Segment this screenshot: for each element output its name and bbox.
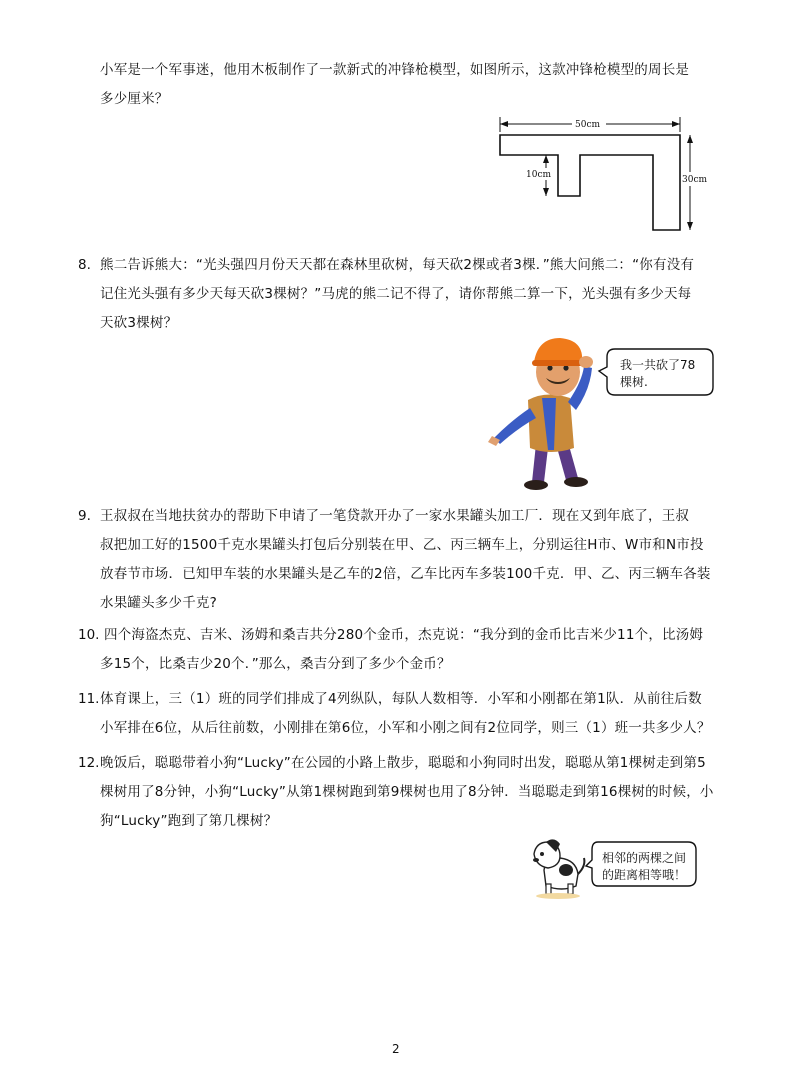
- q10-line-1: 四个海盗杰克、吉米、汤姆和桑吉共分280个金币，杰克说：“我分到的金币比吉米少11个，比汤姆: [104, 627, 704, 643]
- width-label: 50cm: [575, 120, 601, 130]
- q11-line-1: 体育课上，三（1）班的同学们排成了4列纵队，每队人数相等．小军和小刚都在第1队．从前往后数: [100, 691, 702, 707]
- q9-line-4: 水果罐头多少千克?: [100, 595, 217, 611]
- intro-line-1: 小军是一个军事迷，他用木板制作了一款新式的冲锋枪模型，如图所示，这款冲锋枪模型的周长是: [100, 62, 690, 78]
- gun-model-figure: [490, 108, 720, 233]
- logger-speech-bubble: [597, 347, 715, 399]
- logger-bubble-line-2: 棵树.: [620, 375, 648, 389]
- q9-line-2: 叔把加工好的1500千克水果罐头打包后分别装在甲、乙、丙三辆车上，分别运往H市、W市和N市投: [100, 537, 704, 553]
- q12-line-2: 棵树用了8分钟，小狗“Lucky”从第1棵树跑到第9棵树也用了8分钟．当聪聪走到第16棵树的时候，小: [100, 784, 714, 800]
- small-height-label: 10cm: [526, 170, 552, 180]
- dog-bubble-line-2: 的距离相等哦！: [602, 868, 687, 882]
- q8-line-1: 熊二告诉熊大：“光头强四月份天天都在森林里砍树，每天砍2棵或者3棵．”熊大问熊二：“你有没有: [100, 257, 695, 273]
- q8-line-2: 记住光头强有多少天每天砍3棵树？”马虎的熊二记不得了，请你帮熊二算一下，光头强有多少天每: [100, 286, 692, 302]
- q8-number: 8.: [78, 257, 91, 273]
- intro-line-2: 多少厘米？: [100, 91, 169, 107]
- q8-line-3: 天砍3棵树？: [100, 315, 178, 331]
- q12-line-3: 狗“Lucky”跑到了第几棵树？: [100, 813, 278, 829]
- q11-number: 11.: [78, 691, 100, 707]
- dog-illustration: [526, 836, 590, 900]
- gun-shape-outline: [500, 135, 680, 230]
- page-number: 2: [392, 1042, 400, 1056]
- q12-number: 12.: [78, 755, 100, 771]
- q9-number: 9.: [78, 508, 91, 524]
- q9-line-1: 王叔叔在当地扶贫办的帮助下申请了一笔贷款开办了一家水果罐头加工厂．现在又到年底了，王叔: [100, 508, 690, 524]
- q10-line-2: 多15个，比桑吉少20个．”那么，桑吉分到了多少个金币？: [100, 656, 451, 672]
- logger-bubble-line-1: 我一共砍了78: [620, 358, 696, 372]
- q11-line-2: 小军排在6位，从后往前数，小刚排在第6位，小军和小刚之间有2位同学，则三（1）班一共多少人？: [100, 720, 711, 736]
- dog-bubble-line-1: 相邻的两棵之间: [602, 851, 687, 865]
- height-label: 30cm: [682, 175, 708, 185]
- q10-number: 10.: [78, 627, 100, 643]
- q9-line-3: 放春节市场．已知甲车装的水果罐头是乙车的2倍，乙车比丙车多装100千克．甲、乙、丙三辆车各装: [100, 566, 711, 582]
- q12-line-1: 晚饭后，聪聪带着小狗“Lucky”在公园的小路上散步，聪聪和小狗同时出发，聪聪从第1棵树走到第5: [100, 755, 706, 771]
